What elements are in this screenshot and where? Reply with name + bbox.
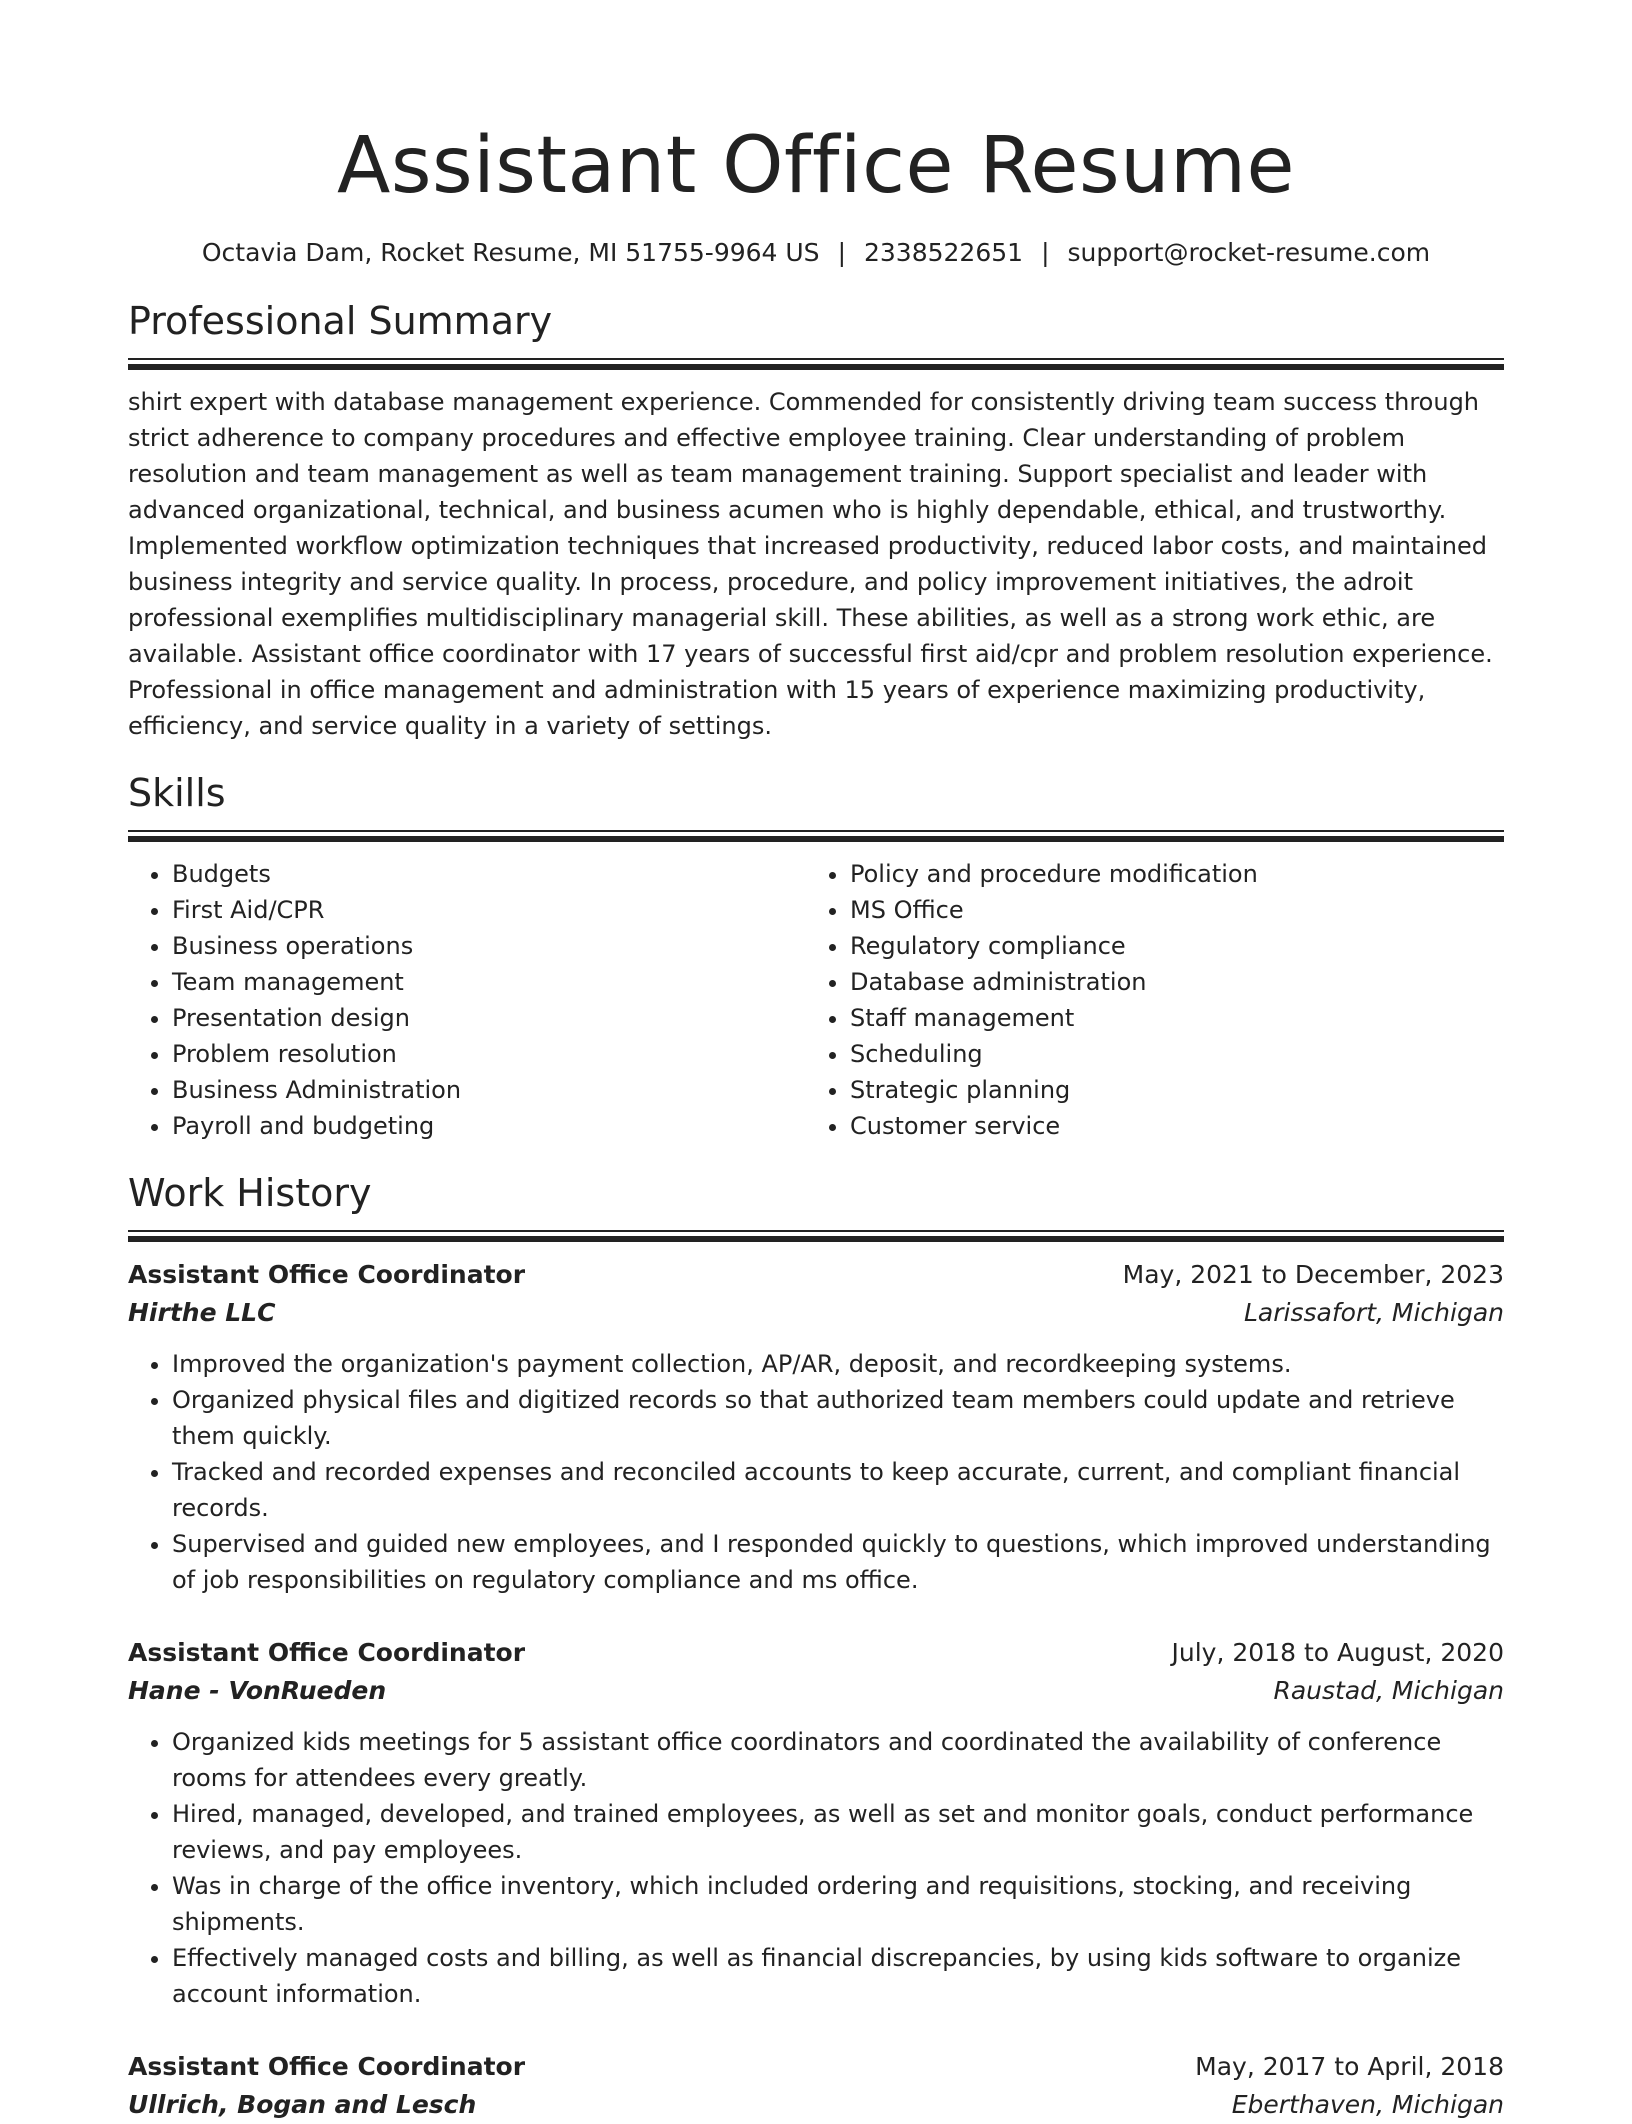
resume-page [128,0,1504,2124]
job-bullet: • Organized kids meetings for 5 assistant office coordinators and coordinated the availability of conference rooms for attendees every greatly. [172,1724,1504,1796]
job-entry [128,1256,1504,1598]
section-divider [128,830,1504,842]
skill-item: • Policy and procedure modification [850,856,1484,892]
skill-item: • Staff management [850,1000,1484,1036]
job-bullets [128,1724,1504,2012]
skill-item: • Team management [172,964,806,1000]
skill-item: • Regulatory compliance [850,928,1484,964]
job-dates: May, 2021 to December, 2023 [1122,1260,1504,1289]
job-bullet: • Hired, managed, developed, and trained employees, as well as set and monitor goals, conduct performance reviews, and pay employees. [172,1796,1504,1868]
job-header-row [128,1634,1504,1672]
skill-item: • Scheduling [850,1036,1484,1072]
section-divider [128,1230,1504,1242]
skill-item: • Business Administration [172,1072,806,1108]
skills-column-left [128,856,806,1144]
job-location: Larissafort, Michigan [1244,1298,1504,1327]
job-company: Hirthe LLC [128,1298,276,1327]
skills-list [128,856,1504,1144]
contact-line [128,236,1504,270]
skill-item: • Budgets [172,856,806,892]
skills-column-right [806,856,1484,1144]
job-company: Ullrich, Bogan and Lesch [128,2090,477,2119]
skill-item: • Problem resolution [172,1036,806,1072]
contact-email: support@rocket-resume.com [1067,238,1431,267]
skills-section [128,770,1504,1144]
job-company-row [128,1294,1504,1332]
job-header-row [128,1256,1504,1294]
job-location: Eberthaven, Michigan [1231,2090,1504,2119]
job-header-row [128,2048,1504,2086]
job-title: Assistant Office Coordinator [128,2052,526,2081]
job-company: Hane - VonRueden [128,1676,387,1705]
contact-address: Octavia Dam, Rocket Resume, MI 51755-9964 US [201,238,820,267]
skill-item: • Business operations [172,928,806,964]
job-bullets [128,1346,1504,1598]
work-history-heading: Work History [128,1171,372,1215]
job-bullet: • Tracked and recorded expenses and reconciled accounts to keep accurate, current, and compliant financial records. [172,1454,1504,1526]
skill-item: • Database administration [850,964,1484,1000]
section-divider [128,358,1504,370]
contact-phone: 2338522651 [864,238,1024,267]
job-location: Raustad, Michigan [1273,1676,1504,1705]
summary-text: shirt expert with database management experience. Commended for consistently driving team success through strict adherence to company procedures and effective employee training. Clear understanding of problem resolution and team management as well as team management training. Support specialist and leader with advanced organizational, technical, and business acumen who is highly dependable, ethical, and trustworthy. Implemented workflow optimization techniques that increased productivity, reduced labor costs, and maintained business integrity and service quality. In process, procedure, and policy improvement initiatives, the adroit professional exemplifies multidisciplinary managerial skill. These abilities, as well as a strong work ethic, are available. Assistant office coordinator with 17 years of successful first aid/cpr and problem resolution experience. Professional in office management and administration with 15 years of experience maximizing productivity, efficiency, and service quality in a variety of settings. [128,388,1493,740]
job-bullet: • Was in charge of the office inventory, which included ordering and requisitions, stocking, and receiving shipments. [172,1868,1504,1940]
job-bullet: • Organized physical files and digitized records so that authorized team members could update and retrieve them quickly. [172,1382,1504,1454]
job-bullet: • Supervised and guided new employees, and I responded quickly to questions, which improved understanding of job responsibilities on regulatory compliance and ms office. [172,1526,1504,1598]
job-bullet: • Effectively managed costs and billing, as well as financial discrepancies, by using kids software to organize account information. [172,1940,1504,2012]
skill-item: • Presentation design [172,1000,806,1036]
summary-heading: Professional Summary [128,299,553,343]
resume-title: Assistant Office Resume [336,121,1295,211]
skill-item: • Customer service [850,1108,1484,1144]
job-dates: May, 2017 to April, 2018 [1195,2052,1504,2081]
work-history-section [128,1170,1504,2124]
job-bullet: • Improved the organization's payment collection, AP/AR, deposit, and recordkeeping systems. [172,1346,1504,1382]
job-company-row [128,2086,1504,2124]
job-title: Assistant Office Coordinator [128,1260,526,1289]
contact-separator: | [1041,238,1050,267]
skill-item: • First Aid/CPR [172,892,806,928]
skills-heading: Skills [128,771,226,815]
summary-section [128,298,1504,744]
job-title: Assistant Office Coordinator [128,1638,526,1667]
skill-item: • MS Office [850,892,1484,928]
job-entry [128,1634,1504,2012]
job-dates: July, 2018 to August, 2020 [1171,1638,1504,1667]
job-entry [128,2048,1504,2124]
skill-item: • Strategic planning [850,1072,1484,1108]
skill-item: • Payroll and budgeting [172,1108,806,1144]
contact-separator: | [837,238,846,267]
job-company-row [128,1672,1504,1710]
